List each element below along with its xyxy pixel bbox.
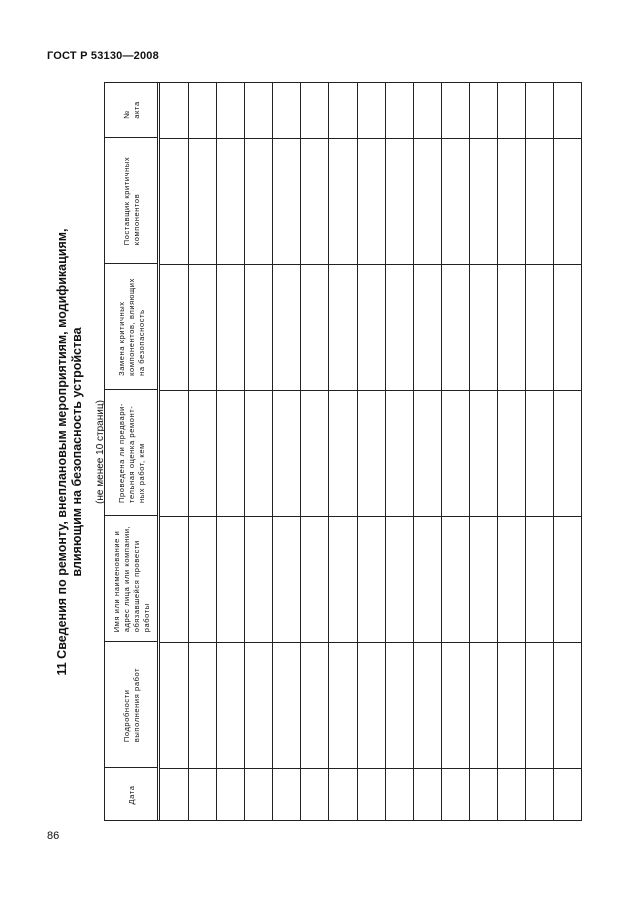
header-cell-work-details: [105, 642, 158, 768]
header-act-number: № акта: [121, 101, 141, 119]
header-supplier: Поставщик критичных компонентов: [121, 156, 141, 245]
grid-column-line: [272, 83, 273, 820]
header-cell-act-number: [105, 83, 158, 138]
grid-column-line: [525, 83, 526, 820]
header-cell-preliminary-assessment: [105, 390, 158, 516]
grid-column-line: [441, 83, 442, 820]
header-cell-replacement: [105, 264, 158, 390]
title-line-2: влияющим на безопасность устройства: [70, 327, 84, 577]
header-date: Дата: [126, 785, 136, 805]
header-double-rule: [159, 83, 160, 820]
header-cell-supplier: [105, 138, 158, 264]
grid-column-line: [244, 83, 245, 820]
title-line-1: 11 Сведения по ремонту, внеплановым мероприятиям, модификациям,: [55, 228, 69, 676]
header-cell-contractor: [105, 516, 158, 642]
grid-column-line: [357, 83, 358, 820]
header-replacement: Замена критичных компонентов, влияющих на безопасность: [116, 277, 146, 376]
grid-column-line: [469, 83, 470, 820]
repair-records-table: [104, 82, 582, 821]
grid-column-line: [553, 83, 554, 820]
grid-column-line: [300, 83, 301, 820]
grid-row-line: [160, 390, 581, 391]
grid-column-line: [188, 83, 189, 820]
grid-column-line: [413, 83, 414, 820]
grid-column-line: [216, 83, 217, 820]
grid-row-line: [160, 264, 581, 265]
grid-column-line: [328, 83, 329, 820]
grid-column-line: [497, 83, 498, 820]
header-contractor: Имя или наименование и адрес лица или компании, обязавшейся провести работы: [111, 525, 151, 632]
grid-row-line: [160, 768, 581, 769]
header-preliminary-assessment: Проведена ли предвари- тельная оценка ремонт- ных работ, кем: [116, 402, 146, 503]
header-column: [105, 83, 158, 820]
grid-row-line: [160, 642, 581, 643]
grid-column-line: [385, 83, 386, 820]
header-work-details: Подробности выполнения работ: [121, 667, 141, 742]
header-cell-date: [105, 768, 158, 822]
page-number: 86: [47, 830, 60, 842]
document-code: ГОСТ Р 53130—2008: [47, 50, 159, 62]
title-subtitle: (не менее 10 страниц): [95, 400, 106, 504]
grid-row-line: [160, 138, 581, 139]
grid-row-line: [160, 516, 581, 517]
